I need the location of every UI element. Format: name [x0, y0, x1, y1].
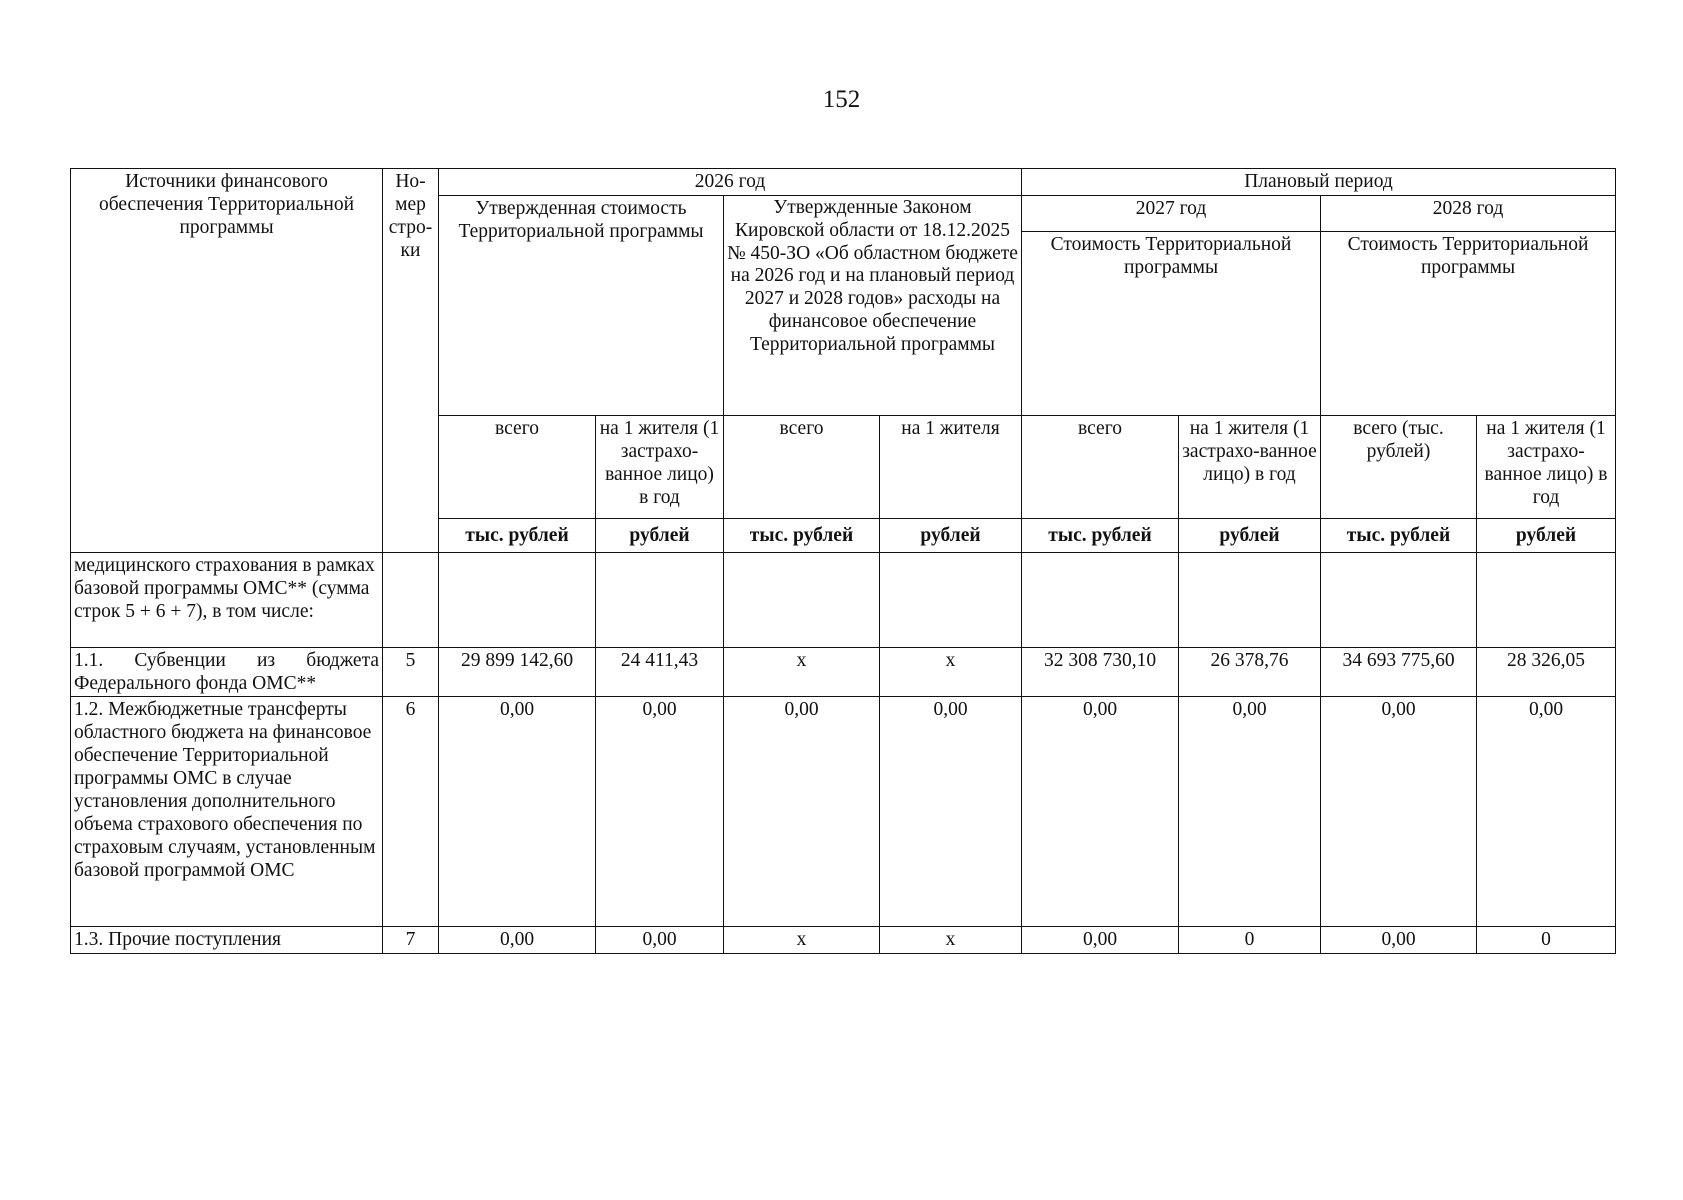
unit-cell: рублей — [880, 519, 1022, 553]
subheader-per-resident-2027: на 1 жителя (1 застрахо-ванное лицо) в год — [1179, 416, 1321, 519]
row-value: 0,00 — [596, 927, 724, 954]
row-value: 0,00 — [1022, 927, 1179, 954]
unit-cell: рублей — [1179, 519, 1321, 553]
row-number: 5 — [383, 648, 439, 697]
financing-table — [70, 168, 1616, 954]
unit-cell: рублей — [596, 519, 724, 553]
row-value: 0,00 — [724, 697, 880, 927]
row-value: 34 693 775,60 — [1321, 648, 1477, 697]
row-source: 1.2. Межбюджетные трансферты областного бюджета на финансовое обеспечение Территориальной программы ОМС в случае установления дополнительного объема страхового обеспечения по страховым случаям, установленным базовой программой ОМС — [71, 697, 383, 927]
row-value: х — [880, 927, 1022, 954]
page-number: 152 — [822, 86, 861, 113]
row-value — [1321, 553, 1477, 648]
subheader-per-resident-2028: на 1 жителя (1 застрахо-ванное лицо) в год — [1477, 416, 1616, 519]
header-approved-law: Утвержденные Законом Кировской области от 18.12.2025 № 450-ЗО «Об областном бюджете на 2026 год и на плановый период 2027 и 2028 годов» расходы на финансовое обеспечение Территориальной программы — [724, 196, 1022, 416]
row-value: 24 411,43 — [596, 648, 724, 697]
header-year-2028: 2028 год — [1321, 196, 1616, 232]
row-value: 28 326,05 — [1477, 648, 1616, 697]
header-row-number: Но-мер стро-ки — [383, 169, 439, 553]
header-approved-cost: Утвержденная стоимость Территориальной программы — [439, 196, 724, 416]
row-value: 0 — [1477, 927, 1616, 954]
header-year-2026: 2026 год — [439, 169, 1022, 196]
header-year-2027: 2027 год — [1022, 196, 1321, 232]
header-source: Источники финансового обеспечения Территориальной программы — [71, 169, 383, 553]
unit-cell: тыс. рублей — [724, 519, 880, 553]
row-value: х — [880, 648, 1022, 697]
row-value: 0,00 — [596, 697, 724, 927]
row-value: х — [724, 648, 880, 697]
header-cost-2027: Стоимость Территориальной программы — [1022, 232, 1321, 416]
row-source: 1.3. Прочие поступления — [71, 927, 383, 954]
table-row — [71, 648, 1616, 697]
row-value — [1022, 553, 1179, 648]
subheader-total-2027: всего — [1022, 416, 1179, 519]
row-value: 0,00 — [439, 697, 596, 927]
row-value: 0 — [1179, 927, 1321, 954]
subheader-total-law: всего — [724, 416, 880, 519]
row-source: 1.1. Субвенции из бюджета Федерального фонда ОМС** — [71, 648, 383, 697]
row-value: 0,00 — [1477, 697, 1616, 927]
row-value — [439, 553, 596, 648]
row-value: 0,00 — [1179, 697, 1321, 927]
row-number: 6 — [383, 697, 439, 927]
row-value — [880, 553, 1022, 648]
subheader-total: всего — [439, 416, 596, 519]
row-value: 0,00 — [880, 697, 1022, 927]
subheader-per-resident: на 1 жителя (1 застрахо-ванное лицо) в год — [596, 416, 724, 519]
unit-cell: тыс. рублей — [439, 519, 596, 553]
row-value: 0,00 — [1022, 697, 1179, 927]
row-source: медицинского страхования в рамках базовой программы ОМС** (сумма строк 5 + 6 + 7), в том числе: — [71, 553, 383, 648]
row-value: 0,00 — [439, 927, 596, 954]
row-value: 0,00 — [1321, 697, 1477, 927]
row-value: х — [724, 927, 880, 954]
header-cost-2028: Стоимость Территориальной программы — [1321, 232, 1616, 416]
header-row-1 — [71, 169, 1616, 196]
unit-cell: тыс. рублей — [1321, 519, 1477, 553]
row-value — [724, 553, 880, 648]
subheader-per-resident-law: на 1 жителя — [880, 416, 1022, 519]
unit-cell: тыс. рублей — [1022, 519, 1179, 553]
header-planning-period: Плановый период — [1022, 169, 1616, 196]
row-value — [1179, 553, 1321, 648]
row-number: 7 — [383, 927, 439, 954]
table-row — [71, 927, 1616, 954]
subheader-total-2028: всего (тыс. рублей) — [1321, 416, 1477, 519]
row-value: 26 378,76 — [1179, 648, 1321, 697]
table-row — [71, 553, 1616, 648]
row-value: 32 308 730,10 — [1022, 648, 1179, 697]
row-value: 0,00 — [1321, 927, 1477, 954]
row-value — [596, 553, 724, 648]
row-value: 29 899 142,60 — [439, 648, 596, 697]
unit-cell: рублей — [1477, 519, 1616, 553]
row-value — [1477, 553, 1616, 648]
row-number — [383, 553, 439, 648]
table-row — [71, 697, 1616, 927]
